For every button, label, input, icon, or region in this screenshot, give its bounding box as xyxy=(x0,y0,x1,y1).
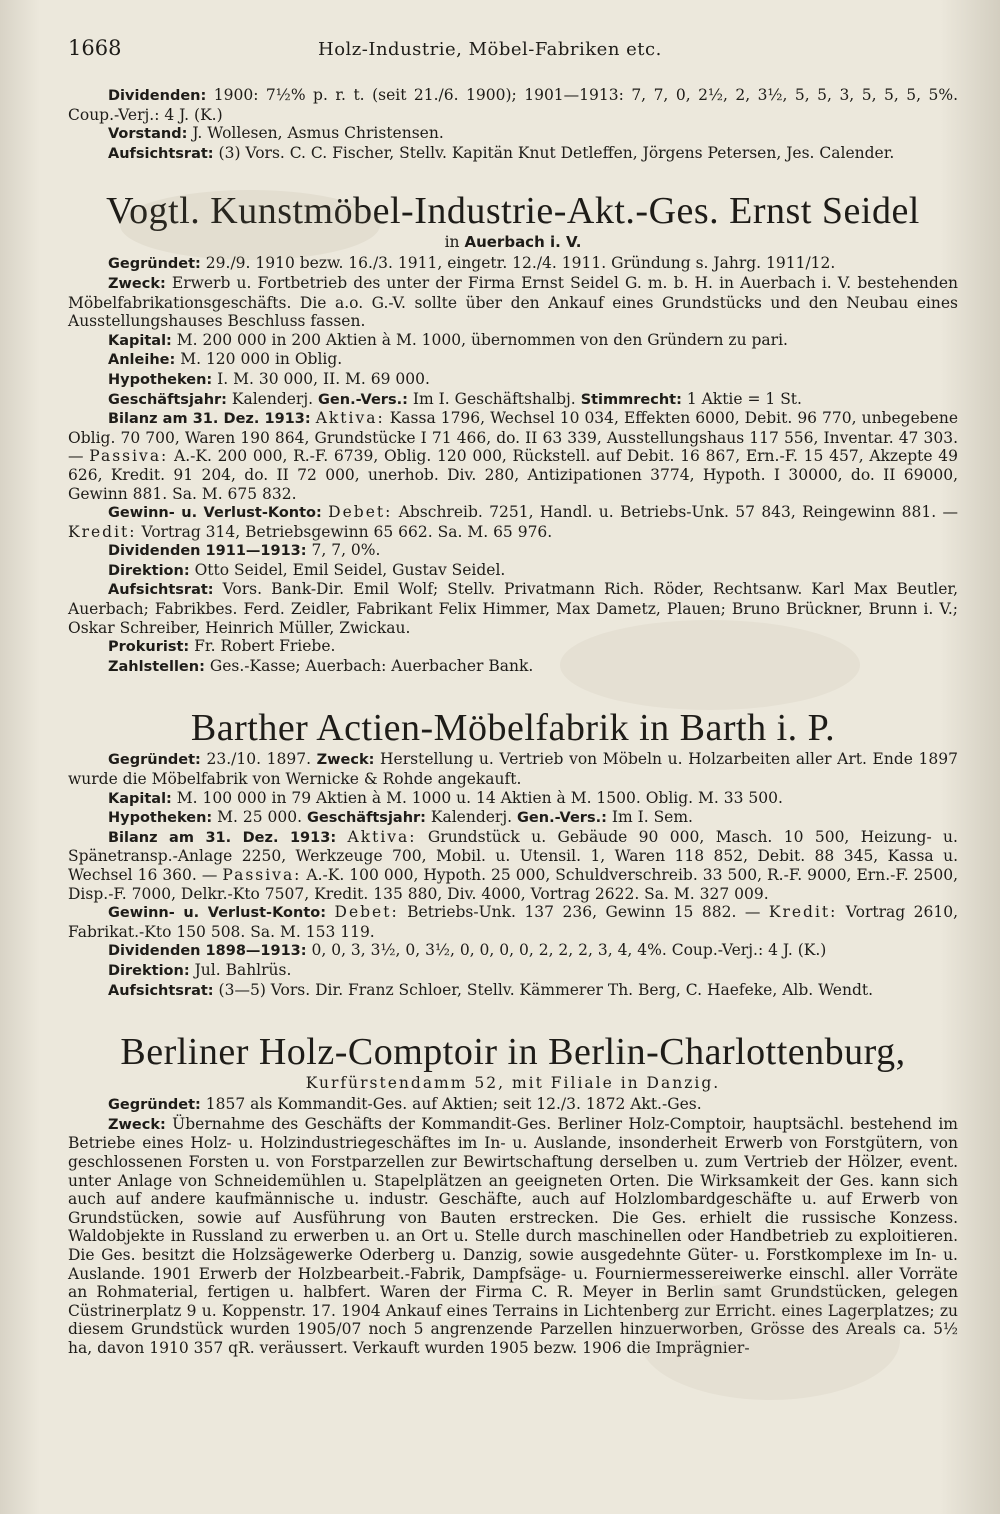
paragraph: Gegründet: 29./9. 1910 bezw. 16./3. 1911, eingetr. 12./4. 1911. Gründung s. Jahrg. 1911/12. xyxy=(108,254,836,273)
paragraph: Geschäftsjahr: Kalenderj. Gen.-Vers.: Im I. Geschäftshalbj. Stimmrecht: 1 Aktie = 1 St. xyxy=(108,389,802,408)
paragraph: Direktion: Jul. Bahlrüs. xyxy=(108,960,292,979)
paragraph: Gegründet: 23./10. 1897. Zweck: Herstellung u. Vertrieb von Möbeln u. Holzarbeiten aller Art. Ende 1897 wurde die Möbelfabrik von Wernicke & Rohde angekauft. xyxy=(68,750,958,789)
paragraph: Dividenden: 1900: 7½% p. r. t. (seit 21./6. 1900); 1901—1913: 7, 7, 0, 2½, 2, 3½, 5, 5, 3, 5, 5, 5, 5%. Coup.-Verj.: 4 J. (K.) xyxy=(68,86,959,124)
company-entry-berliner-holz xyxy=(68,1030,958,1357)
paragraph: Aufsichtsrat: Vors. Bank-Dir. Emil Wolf; Stellv. Privatmann Rich. Röder, Rechtsanw. Karl Max Beutler, Auerbach; Fabrikbes. Ferd. Zeidler, Fabrikant Felix Himmer, Max Dametz, Plauen; Bruno Brückner, Brunn i. V.; Oskar Schreiber, Heinrich Müller, Zwickau. xyxy=(68,580,958,637)
paragraph: Bilanz am 31. Dez. 1913: Aktiva: Grundstück u. Gebäude 90 000, Masch. 10 500, Heizung- u. Spänetransp.-Anlage 2250, Werkzeuge 700, Mobil. u. Utensil. 1, Waren 118 852, Debit. 88 345, Kassa u. Wechsel 16 360. — Passiva: A.-K. 100 000, Hypoth. 25 000, Schuldverschreib. 33 500, R.-F. 9000, Ern.-F. 2500, Disp.-F. 7000, Delkr.-Kto 7507, Kredit. 135 880, Div. 4000, Vortrag 2622. Sa. M. 327 009. xyxy=(68,827,959,903)
company-location: in Auerbach i. V. xyxy=(444,233,582,252)
field-label: Vorstand: xyxy=(108,126,188,143)
page-number: 1668 xyxy=(68,36,122,60)
paragraph: Hypotheken: M. 25 000. Geschäftsjahr: Kalenderj. Gen.-Vers.: Im I. Sem. xyxy=(108,808,693,827)
company-title: Berliner Holz-Comptoir in Berlin-Charlottenburg, xyxy=(120,1031,906,1074)
paragraph: Zweck: Erwerb u. Fortbetrieb des unter der Firma Ernst Seidel G. m. b. H. in Auerbach i. V. bestehenden Möbelfabrikationsgeschäfts. Die a.o. G.-V. sollte über den Ankauf eines Grundstücks und den Neubau eines Ausstellungshauses Beschluss fassen. xyxy=(68,273,958,331)
field-label: Dividenden: xyxy=(108,88,207,104)
company-title: Vogtl. Kunstmöbel-Industrie-Akt.-Ges. Ernst Seidel xyxy=(106,190,920,233)
paragraph: Bilanz am 31. Dez. 1913: Aktiva: Kassa 1796, Wechsel 10 034, Effekten 6000, Debit. 96 770, unbegebene Oblig. 70 700, Waren 190 864, Grundstücke I 71 466, do. II 63 339, Ausstellungshaus 117 556, Inventar. 47 303. — Passiva: A.-K. 200 000, R.-F. 6739, Oblig. 120 000, Rückstell. auf Debit. 16 867, Ern.-F. 15 457, Akzepte 49 626, Kredit. 91 204, do. II 72 000, unerhob. Div. 280, Antizipationen 3774, Hypoth. I 30000, do. II 69000, Gewinn 881. Sa. M. 675 832. xyxy=(68,409,958,503)
running-title: Holz-Industrie, Möbel-Fabriken etc. xyxy=(318,39,662,60)
page-header xyxy=(68,36,958,60)
paragraph: Direktion: Otto Seidel, Emil Seidel, Gustav Seidel. xyxy=(108,560,506,579)
paragraph: Kapital: M. 200 000 in 200 Aktien à M. 1000, übernommen von den Gründern zu pari. xyxy=(108,330,788,349)
company-title: Barther Actien-Möbelfabrik in Barth i. P. xyxy=(190,707,836,750)
paragraph: Zahlstellen: Ges.-Kasse; Auerbach: Auerbacher Bank. xyxy=(108,656,534,675)
paragraph: Prokurist: Fr. Robert Friebe. xyxy=(108,637,336,656)
paragraph: Anleihe: M. 120 000 in Oblig. xyxy=(108,350,343,369)
company-entry-barth xyxy=(68,706,958,1000)
paragraph: Gegründet: 1857 als Kommandit-Ges. auf Aktien; seit 12./3. 1872 Akt.-Ges. xyxy=(108,1095,702,1114)
paragraph: Zweck: Übernahme des Geschäfts der Kommandit-Ges. Berliner Holz-Comptoir, hauptsächl. bestehend im Betriebe eines Holz- u. Holzindustriegeschäftes im In- u. Auslande, insonderheit Erwerb von Forstgütern, von geschlossenen Forsten u. von Forstparzellen zur Bewirtschaftung derselben u. zum Vertrieb der Hölzer, event. unter Anlage von Schneidemühlen u. Stapelplätzen an geeigneten Orten. Die Wirksamkeit der Ges. kann sich auch auf andere kaufmännische u. industr. Geschäfte, auch auf Holzlombardgeschäfte u. auf Erwerb von Grundstücken, sowie auf Ausführung von Bauten erstrecken. Die Ges. erhielt die russische Konzess. Waldobjekte in Russland zu erwerben u. an Ort u. Stelle durch maschinellen oder Handbetrieb zu exploitieren. Die Ges. besitzt die Holzsägewerke Oderberg u. Danzig, sowie ausgedehnte Güter- u. Forstkomplexe im In- u. Auslande. 1901 Erwerb der Holzbearbeit.-Fabrik, Dampfsäge- u. Fourniermessereiwerke einschl. aller Vorräte an Rohmaterial, fertigen u. halbfert. Waren der Firma C. R. Meyer in Berlin samt Grundstücken, gelegen Cüstrinerplatz 9 u. Koppenstr. 17. 1904 Ankauf eines Terrains in Lichtenberg zur Erricht. eines Lagerplatzes; zu diesem Grundstück wurden 1905/07 noch 5 angrenzende Parzellen hinzuerworben, Grösse des Areals ca. 5½ ha, davon 1910 357 qR. veräussert. Verkauft wurden 1905 bezw. 1906 die Imprägnier- xyxy=(68,1114,958,1357)
company-entry-seidel xyxy=(68,189,958,676)
paragraph: Dividenden 1898—1913: 0, 0, 3, 3½, 0, 3½, 0, 0, 0, 0, 2, 2, 2, 3, 4, 4%. Coup.-Verj.: 4 J. (K.) xyxy=(108,941,827,960)
company-address: Kurfürstendamm 52, mit Filiale in Danzig. xyxy=(305,1074,721,1093)
paragraph: Kapital: M. 100 000 in 79 Aktien à M. 1000 u. 14 Aktien à M. 1500. Oblig. M. 33 500. xyxy=(108,788,783,807)
paragraph: Aufsichtsrat: (3—5) Vors. Dir. Franz Schloer, Stellv. Kämmerer Th. Berg, C. Haefeke, Alb. Wendt. xyxy=(108,980,874,999)
paragraph: Dividenden 1911—1913: 7, 7, 0%. xyxy=(108,541,381,560)
prev-entry-tail xyxy=(68,86,958,163)
field-label: Aufsichtsrat: xyxy=(108,145,214,162)
paragraph: Vorstand: J. Wollesen, Asmus Christensen. xyxy=(108,124,444,143)
paragraph: Gewinn- u. Verlust-Konto: Debet: Betriebs-Unk. 137 236, Gewinn 15 882. — Kredit: Vortrag 2610, Fabrikat.-Kto 150 508. Sa. M. 153 119. xyxy=(68,903,959,941)
paragraph: Aufsichtsrat: (3) Vors. C. C. Fischer, Stellv. Kapitän Knut Detleffen, Jörgens Petersen, Jes. Calender. xyxy=(108,143,895,162)
paragraph: Hypotheken: I. M. 30 000, II. M. 69 000. xyxy=(108,369,430,388)
paragraph: Gewinn- u. Verlust-Konto: Debet: Abschreib. 7251, Handl. u. Betriebs-Unk. 57 843, Reingewinn 881. — Kredit: Vortrag 314, Betriebsgewinn 65 662. Sa. M. 65 976. xyxy=(68,503,958,541)
